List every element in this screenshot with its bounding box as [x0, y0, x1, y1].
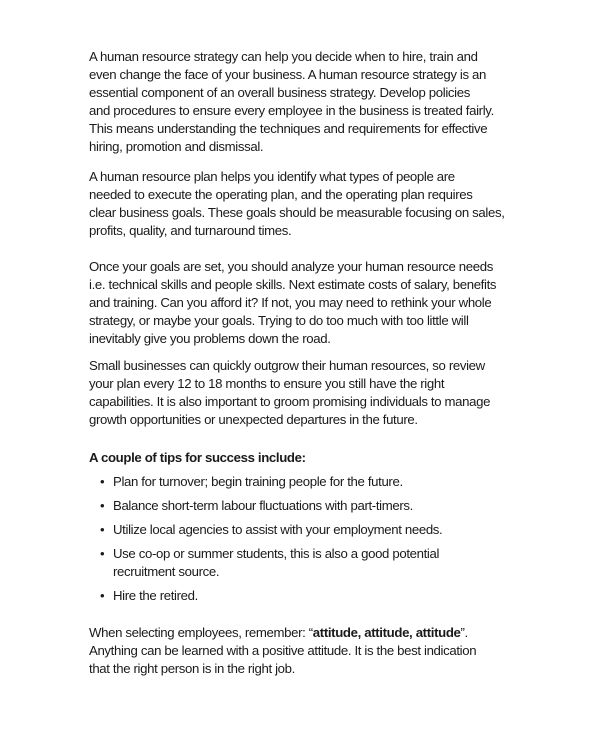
paragraph-hr-strategy — [89, 48, 494, 156]
closing-emphasis: attitude, attitude, attitude — [312, 625, 461, 640]
text-line: inevitably give you problems down the road. — [89, 331, 331, 346]
list-item — [100, 587, 442, 605]
list-item — [100, 473, 442, 491]
text-line: This means understanding the techniques and requirements for effective — [89, 121, 488, 136]
text-line: profits, quality, and turnaround times. — [89, 223, 292, 238]
text-line: essential component of an overall business strategy. Develop policies — [89, 85, 470, 100]
text-line: A human resource strategy can help you decide when to hire, train and — [89, 49, 478, 64]
text-line: Once your goals are set, you should analyze your human resource needs — [89, 259, 493, 274]
text-line: hiring, promotion and dismissal. — [89, 139, 264, 154]
text-line: A human resource plan helps you identify what types of people are — [89, 169, 455, 184]
text-line: Plan for turnover; begin training people for the future. — [113, 474, 403, 489]
paragraph-hr-plan — [89, 168, 505, 240]
tips-list — [100, 473, 442, 611]
closing-prefix: When selecting employees, remember: “ — [89, 625, 313, 640]
text-line: Hire the retired. — [113, 588, 198, 603]
list-item — [100, 545, 442, 581]
text-line: Small businesses can quickly outgrow their human resources, so review — [89, 358, 485, 373]
paragraph-goals — [89, 258, 496, 348]
bullet-icon: • — [100, 474, 105, 489]
text-line: Utilize local agencies to assist with your employment needs. — [113, 522, 443, 537]
bullet-icon: • — [100, 588, 105, 603]
bullet-icon: • — [100, 522, 105, 537]
text-line — [89, 624, 476, 642]
text-line: growth opportunities or unexpected departures in the future. — [89, 412, 418, 427]
bullet-icon: • — [100, 498, 105, 513]
text-line: needed to execute the operating plan, and the operating plan requires — [89, 187, 473, 202]
text-line: capabilities. It is also important to groom promising individuals to manage — [89, 394, 491, 409]
text-line: Balance short-term labour fluctuations with part-timers. — [113, 498, 413, 513]
paragraph-small-businesses — [89, 357, 490, 429]
text-line: your plan every 12 to 18 months to ensure you still have the right — [89, 376, 445, 391]
text-line: i.e. technical skills and people skills. Next estimate costs of salary, benefits — [89, 277, 497, 292]
text-line: even change the face of your business. A human resource strategy is an — [89, 67, 487, 82]
list-item — [100, 521, 442, 539]
text-line: recruitment source. — [113, 564, 220, 579]
text-line: clear business goals. These goals should be measurable focusing on sales, — [89, 205, 505, 220]
tips-heading: A couple of tips for success include: — [89, 450, 306, 465]
text-line: strategy, or maybe your goals. Trying to do too much with too little will — [89, 313, 469, 328]
list-item — [100, 497, 442, 515]
paragraph-closing — [89, 624, 476, 678]
text-line: and training. Can you afford it? If not, you may need to rethink your whole — [89, 295, 492, 310]
text-line: and procedures to ensure every employee in the business is treated fairly. — [89, 103, 494, 118]
closing-suffix: ”. — [460, 625, 468, 640]
text-line: Use co-op or summer students, this is also a good potential — [113, 546, 440, 561]
bullet-icon: • — [100, 546, 105, 561]
text-line: that the right person is in the right job. — [89, 661, 295, 676]
text-line: Anything can be learned with a positive attitude. It is the best indication — [89, 643, 477, 658]
